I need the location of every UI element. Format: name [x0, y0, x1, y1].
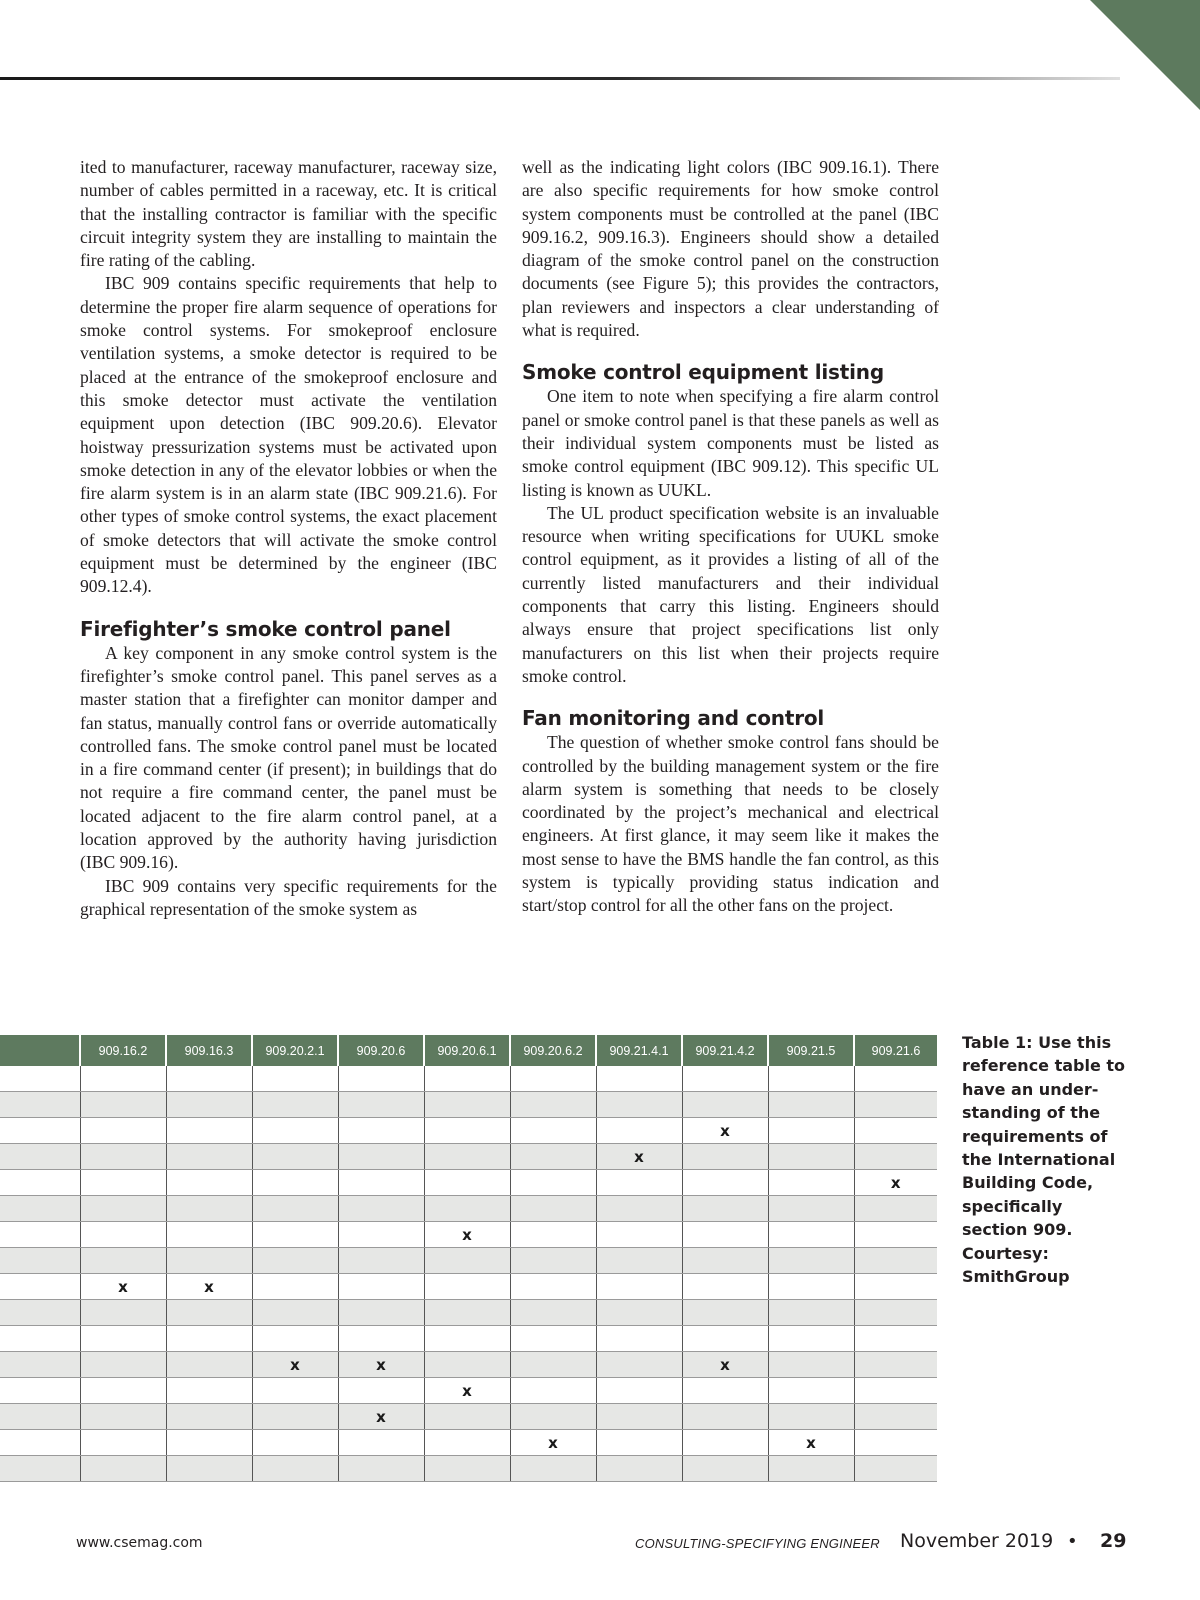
table-cell: [252, 1300, 338, 1326]
table-cell: [510, 1222, 596, 1248]
table-cell: [80, 1144, 166, 1170]
table-cell: [768, 1066, 854, 1092]
table-row: [0, 1352, 937, 1378]
table-cell: [80, 1248, 166, 1274]
table-cell: [596, 1274, 682, 1300]
table-cell: [338, 1196, 424, 1222]
body-paragraph: ited to manufacturer, raceway manufacturer, raceway size, number of cables permitted in a raceway, etc. It is critical that the installing contractor is familiar with the specific circuit integrity system they are installing to maintain the fire rating of the cabling.: [80, 157, 497, 271]
table-cell: [768, 1170, 854, 1196]
table-cell: [596, 1378, 682, 1404]
article-column-right: [522, 156, 939, 918]
table-cell: [510, 1170, 596, 1196]
table-cell: [682, 1404, 768, 1430]
table-cell: [854, 1378, 937, 1404]
table-cell: [80, 1118, 166, 1144]
table-cell: [768, 1300, 854, 1326]
table-row: [0, 1326, 937, 1352]
table-cell: [166, 1378, 252, 1404]
table-row: [0, 1118, 937, 1144]
table-cell: [510, 1300, 596, 1326]
table-cell: [510, 1248, 596, 1274]
table-cell: [0, 1196, 80, 1222]
table-cell: [338, 1248, 424, 1274]
table-row: [0, 1378, 937, 1404]
table-cell: [0, 1222, 80, 1248]
table-cell: [80, 1352, 166, 1378]
table-cell: [424, 1430, 510, 1456]
body-paragraph: well as the indicating light colors (IBC 909.16.1). There are also specific requirements for how smoke control system components must be controlled at the panel (IBC 909.16.2, 909.16.3). Engineers should show a detailed diagram of the smoke control panel on the construction documents (see Figure 5); this provides the contractors, plan reviewers and inspectors a clear understanding of what is required.: [522, 157, 939, 341]
table-cell: [596, 1092, 682, 1118]
table-cell: [166, 1222, 252, 1248]
table-cell: [252, 1430, 338, 1456]
table-cell: [252, 1066, 338, 1092]
table-cell: [80, 1092, 166, 1118]
table-row: [0, 1430, 937, 1456]
requirement-mark-cell: x: [338, 1404, 424, 1430]
table-cell: [252, 1196, 338, 1222]
table-cell: [854, 1352, 937, 1378]
requirement-mark-cell: x: [768, 1430, 854, 1456]
table-cell: [424, 1118, 510, 1144]
table-cell: [252, 1378, 338, 1404]
table-cell: [854, 1300, 937, 1326]
table-cell: [0, 1352, 80, 1378]
table-cell: [252, 1170, 338, 1196]
table-cell: [80, 1222, 166, 1248]
table-cell: [510, 1352, 596, 1378]
table-cell: [682, 1170, 768, 1196]
table-cell: [682, 1456, 768, 1482]
table-cell: [596, 1404, 682, 1430]
table-cell: [854, 1404, 937, 1430]
table-cell: [80, 1066, 166, 1092]
table-cell: [596, 1118, 682, 1144]
table-cell: [682, 1378, 768, 1404]
table-header-cell: 909.16.3: [166, 1035, 252, 1066]
table-cell: [166, 1092, 252, 1118]
table-cell: [854, 1144, 937, 1170]
table-row: [0, 1170, 937, 1196]
table-header-cell: 909.21.5: [768, 1035, 854, 1066]
table-cell: [682, 1066, 768, 1092]
table-cell: [424, 1456, 510, 1482]
ibc-909-reference-table: [0, 1035, 937, 1482]
table-cell: [682, 1300, 768, 1326]
table-header-cell: 909.21.4.1: [596, 1035, 682, 1066]
body-paragraph: A key component in any smoke control system is the firefighter’s smoke control panel. This panel serves as a master station that a firefighter can monitor damper and fan status, manually control fans or override automatically controlled fans. The smoke control panel must be located in a fire command center (if present); in buildings that do not require a fire command center, the panel must be located adjacent to the fire alarm control panel, at a location approved by the authority having jurisdiction (IBC 909.16).: [80, 642, 497, 873]
table-cell: [424, 1196, 510, 1222]
table-cell: [510, 1066, 596, 1092]
table-row: [0, 1092, 937, 1118]
table-cell: [166, 1456, 252, 1482]
table-cell: [0, 1456, 80, 1482]
requirement-mark-cell: x: [682, 1118, 768, 1144]
table-row: [0, 1300, 937, 1326]
requirement-mark-cell: x: [424, 1378, 510, 1404]
table-cell: [338, 1456, 424, 1482]
table-row: [0, 1196, 937, 1222]
table-cell: [510, 1404, 596, 1430]
table-cell: [80, 1430, 166, 1456]
table-cell: [768, 1352, 854, 1378]
table-cell: [596, 1066, 682, 1092]
body-paragraph: IBC 909 contains specific requirements that help to determine the proper fire alarm sequence of operations for smoke control systems. For smokeproof enclosure ventilation systems, a smoke detector is required to be placed at the entrance of the smokeproof enclosure and this smoke detector must activate the ventilation equipment upon detection (IBC 909.20.6). Elevator hoistway pressurization systems must be activated upon smoke detection in any of the elevator lobbies or when the fire alarm system is in an alarm state (IBC 909.21.6). For other types of smoke control systems, the exact placement of smoke detectors that will activate the smoke control equipment must be determined by the engineer (IBC 909.12.4).: [80, 273, 497, 597]
table-cell: [338, 1430, 424, 1456]
table-cell: [768, 1118, 854, 1144]
table-cell: [768, 1222, 854, 1248]
table-cell: [682, 1274, 768, 1300]
table-cell: [0, 1378, 80, 1404]
table-cell: [252, 1222, 338, 1248]
table-cell: [0, 1326, 80, 1352]
table-cell: [0, 1066, 80, 1092]
table-cell: [854, 1118, 937, 1144]
table-row: [0, 1404, 937, 1430]
footer-publication: CONSULTING-SPECIFYING ENGINEER: [635, 1536, 880, 1551]
table-cell: [682, 1430, 768, 1456]
section-heading: Fan monitoring and control: [522, 706, 825, 731]
table-cell: [854, 1066, 937, 1092]
footer-bullet: •: [1067, 1531, 1078, 1552]
requirement-mark-cell: x: [510, 1430, 596, 1456]
table-cell: [596, 1300, 682, 1326]
table-cell: [854, 1430, 937, 1456]
table-cell: [768, 1274, 854, 1300]
article-column-left: [80, 156, 497, 921]
table-cell: [424, 1144, 510, 1170]
table-cell: [338, 1300, 424, 1326]
table-cell: [768, 1404, 854, 1430]
table-header-cell: 909.20.6: [338, 1035, 424, 1066]
table-cell: [596, 1326, 682, 1352]
table-cell: [510, 1274, 596, 1300]
table-cell: [80, 1404, 166, 1430]
table-cell: [338, 1326, 424, 1352]
table-cell: [338, 1170, 424, 1196]
section-heading: Smoke control equipment listing: [522, 360, 884, 385]
table-cell: [338, 1066, 424, 1092]
table-cell: [0, 1430, 80, 1456]
table-cell: [338, 1274, 424, 1300]
table-cell: [510, 1118, 596, 1144]
body-paragraph: IBC 909 contains very specific requirements for the graphical representation of the smoke system as: [80, 875, 497, 919]
table-cell: [596, 1196, 682, 1222]
table-cell: [252, 1456, 338, 1482]
table-header-cell: 909.21.6: [854, 1035, 937, 1066]
table-header-cell: 909.21.4.2: [682, 1035, 768, 1066]
table-cell: [252, 1404, 338, 1430]
table-cell: [252, 1118, 338, 1144]
table-cell: [424, 1352, 510, 1378]
table-cell: [0, 1144, 80, 1170]
requirement-mark-cell: x: [166, 1274, 252, 1300]
header-rule: [0, 77, 1120, 80]
section-heading: Firefighter’s smoke control panel: [80, 616, 451, 641]
table-cell: [166, 1144, 252, 1170]
table-cell: [510, 1456, 596, 1482]
table-cell: [424, 1274, 510, 1300]
table-cell: [0, 1404, 80, 1430]
table-cell: [854, 1456, 937, 1482]
table-header-cell: [0, 1035, 80, 1066]
footer-website: www.csemag.com: [76, 1535, 203, 1551]
table-cell: [166, 1196, 252, 1222]
table-cell: [80, 1300, 166, 1326]
table-cell: [510, 1378, 596, 1404]
table-cell: [0, 1248, 80, 1274]
table-cell: [166, 1404, 252, 1430]
table-cell: [80, 1326, 166, 1352]
table-cell: [510, 1326, 596, 1352]
table-cell: [854, 1274, 937, 1300]
table-cell: [424, 1170, 510, 1196]
table-cell: [854, 1222, 937, 1248]
table-cell: [510, 1144, 596, 1170]
page-number: 29: [1100, 1530, 1127, 1552]
table-cell: [768, 1196, 854, 1222]
table-cell: [424, 1066, 510, 1092]
table-cell: [768, 1456, 854, 1482]
table-cell: [682, 1326, 768, 1352]
table-cell: [510, 1196, 596, 1222]
table-cell: [252, 1274, 338, 1300]
table-cell: [854, 1092, 937, 1118]
table-cell: [854, 1326, 937, 1352]
table-cell: [0, 1274, 80, 1300]
requirement-mark-cell: x: [854, 1170, 937, 1196]
table-row: [0, 1274, 937, 1300]
table-cell: [166, 1430, 252, 1456]
table-header-cell: 909.20.6.2: [510, 1035, 596, 1066]
table-cell: [768, 1092, 854, 1118]
requirement-mark-cell: x: [682, 1352, 768, 1378]
corner-accent: [1090, 0, 1200, 110]
table-cell: [682, 1196, 768, 1222]
table-cell: [596, 1222, 682, 1248]
table-row: [0, 1066, 937, 1092]
table-cell: [424, 1326, 510, 1352]
table-cell: [596, 1170, 682, 1196]
table-cell: [338, 1092, 424, 1118]
table-cell: [768, 1144, 854, 1170]
table-cell: [0, 1300, 80, 1326]
table-cell: [768, 1248, 854, 1274]
table-cell: [252, 1248, 338, 1274]
table-cell: [166, 1300, 252, 1326]
table-cell: [682, 1248, 768, 1274]
body-paragraph: One item to note when specifying a fire alarm control panel or smoke control panel is that these panels as well as their individual system components must be listed as smoke control equipment (IBC 909.12). This specific UL listing is known as UUKL.: [522, 386, 939, 500]
table-cell: [80, 1456, 166, 1482]
body-paragraph: The UL product specification website is an invaluable resource when writing specifications for UUKL smoke control equipment, as it provides a listing of all of the currently listed manufacturers and their individual components that carry this listing. Engineers should always ensure that project specifications list only manufacturers on this list when their projects require smoke control.: [522, 502, 939, 686]
table-cell: [510, 1092, 596, 1118]
table-cell: [338, 1144, 424, 1170]
requirement-mark-cell: x: [252, 1352, 338, 1378]
table-cell: [252, 1144, 338, 1170]
table-cell: [768, 1326, 854, 1352]
table-cell: [166, 1066, 252, 1092]
table-cell: [596, 1456, 682, 1482]
table-row: [0, 1248, 937, 1274]
requirement-mark-cell: x: [80, 1274, 166, 1300]
table-cell: [682, 1222, 768, 1248]
table-cell: [166, 1326, 252, 1352]
table-row: [0, 1222, 937, 1248]
table-cell: [166, 1248, 252, 1274]
table-cell: [424, 1300, 510, 1326]
table-row: [0, 1144, 937, 1170]
table-cell: [424, 1092, 510, 1118]
table-cell: [424, 1404, 510, 1430]
table-cell: [338, 1222, 424, 1248]
table-cell: [338, 1118, 424, 1144]
table-cell: [682, 1092, 768, 1118]
table-header-row: [0, 1035, 937, 1066]
table-cell: [252, 1092, 338, 1118]
table-cell: [0, 1092, 80, 1118]
requirement-mark-cell: x: [424, 1222, 510, 1248]
table-cell: [80, 1196, 166, 1222]
table-cell: [0, 1170, 80, 1196]
table-cell: [166, 1352, 252, 1378]
table-cell: [424, 1248, 510, 1274]
requirement-mark-cell: x: [338, 1352, 424, 1378]
table-caption: Table 1: Use this reference table to have an understanding of the requirements of the International Building Code, specifically section 909. Courtesy: SmithGroup: [962, 1033, 1126, 1287]
requirement-mark-cell: x: [596, 1144, 682, 1170]
table-cell: [596, 1352, 682, 1378]
footer-date: November 2019: [900, 1530, 1054, 1552]
table-cell: [338, 1378, 424, 1404]
table-cell: [166, 1170, 252, 1196]
table-header-cell: 909.20.6.1: [424, 1035, 510, 1066]
table-cell: [854, 1196, 937, 1222]
table-cell: [166, 1118, 252, 1144]
table-cell: [596, 1248, 682, 1274]
table-row: [0, 1456, 937, 1482]
table-cell: [768, 1378, 854, 1404]
table-cell: [252, 1326, 338, 1352]
table-cell: [80, 1378, 166, 1404]
table-header-cell: 909.20.2.1: [252, 1035, 338, 1066]
table-cell: [596, 1430, 682, 1456]
table-cell: [80, 1170, 166, 1196]
table-cell: [682, 1144, 768, 1170]
table-header-cell: 909.16.2: [80, 1035, 166, 1066]
table-cell: [0, 1118, 80, 1144]
body-paragraph: The question of whether smoke control fans should be controlled by the building management system or the fire alarm system is something that needs to be closely coordinated by the project’s mechanical and electrical engineers. At first glance, it may seem like it makes the most sense to have the BMS handle the fan control, as this system is typically providing status indication and start/stop control for all the other fans on the project.: [522, 732, 939, 916]
table-cell: [854, 1248, 937, 1274]
